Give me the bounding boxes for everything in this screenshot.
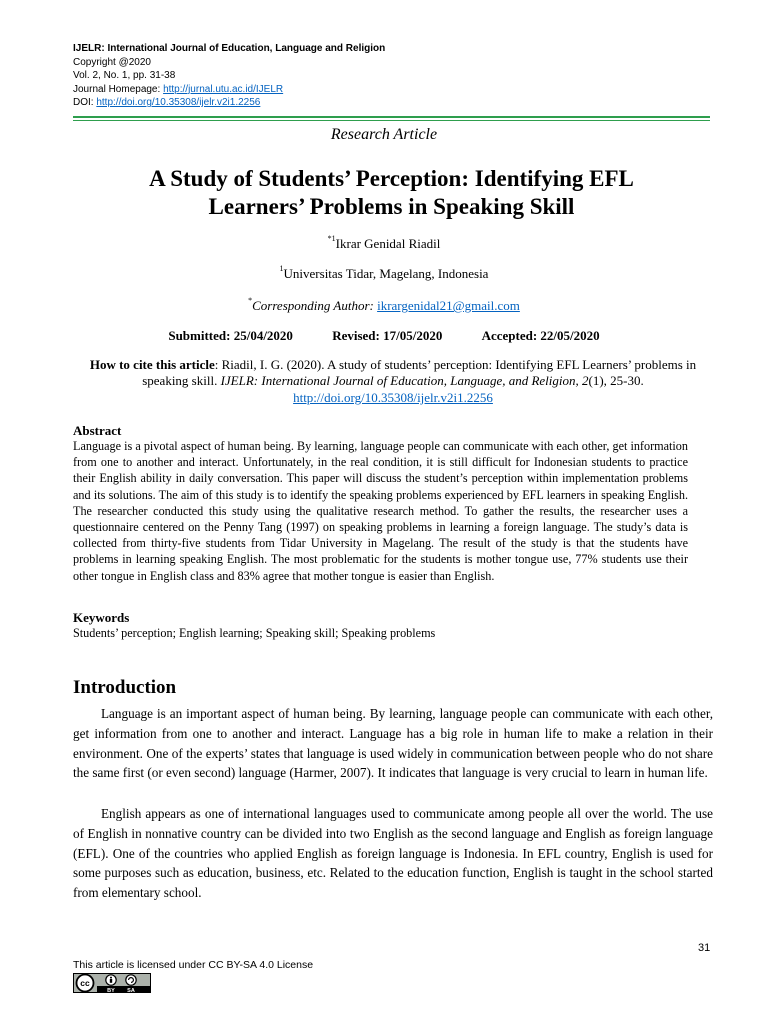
revised-date: Revised: 17/05/2020 (332, 328, 443, 343)
submitted-date: Submitted: 25/04/2020 (168, 328, 293, 343)
abstract-text: Language is a pivotal aspect of human being. By learning, language people can communicate with each other, get information from one to another and interact. Unfortunately, in the real condition, it is still difficult for Indonesian students to practice their English ability in daily conversation. This paper will discuss the student’s perception within implementation problems and its solutions. The aim of this study is to identify the speaking problems experienced by EFL learners in speaking English. The researcher conducted this study using the qualitative research method. To gather the results, the researcher uses a questionnaire centered on the Penny Tang (1997) on speaking problems in learning a foreign language. The study’s data is collected from thirty-five students from Tidar University in Magelang. The result of the study is that the students have problems in learning speaking English. The most problematic for the students is mother tongue use, 77% students use their other tongue in English class and 83% agree that mother tongue is easier than English. (73, 439, 688, 583)
author-email-link[interactable]: ikrargenidal21@gmail.com (377, 298, 520, 313)
citation-text: : Riadil, I. G. (2020). A study of students’ perception: Identifying EFL Learners’ problems in speaking skill. (142, 357, 697, 389)
header-divider-thin (73, 120, 710, 121)
doi-label: DOI: (73, 97, 97, 108)
author-name: Ikrar Genidal Riadil (335, 236, 441, 251)
author-marks: *1 (327, 234, 336, 243)
affiliation-mark: 1 (279, 264, 284, 273)
citation-block (78, 357, 708, 406)
corresponding-mark: * (248, 296, 253, 305)
citation-issue: (1), 25-30. (588, 373, 644, 389)
header-divider-thick (73, 116, 710, 118)
doi (73, 96, 385, 110)
citation-journal: IJELR: International Journal of Education, Language, and Religion, 2 (220, 373, 589, 389)
corresponding-author (0, 298, 768, 314)
keywords-text: Students’ perception; English learning; Speaking skill; Speaking problems (73, 626, 436, 640)
svg-text:cc: cc (80, 978, 90, 989)
badge-sa-text: SA (127, 987, 135, 993)
license-text: This article is licensed under CC BY-SA 4.0 License (73, 959, 314, 971)
page-number: 31 (698, 942, 711, 954)
journal-header (73, 42, 385, 110)
journal-homepage (73, 83, 385, 97)
affiliation-text: Universitas Tidar, Magelang, Indonesia (283, 266, 489, 281)
abstract-heading: Abstract (73, 423, 122, 438)
introduction-heading: Introduction (73, 677, 177, 698)
article-type: Research Article (330, 126, 438, 143)
citation-label: How to cite this article (89, 357, 215, 372)
citation-doi-link[interactable]: http://doi.org/10.35308/ijelr.v2i1.2256 (293, 389, 493, 405)
corresponding-label: Corresponding Author: (252, 298, 378, 313)
dates-row (0, 328, 768, 344)
keywords-heading: Keywords (73, 610, 130, 625)
homepage-label: Journal Homepage: (73, 83, 164, 95)
cc-by-sa-badge-icon[interactable] (73, 973, 151, 993)
introduction-paragraph-2: English appears as one of international languages used to communicate among people all over the world. The use of English in nonnative country can be divided into two English as the second language and English as foreign language (EFL). One of the countries who applied English as foreign language is Indonesia. In EFL country, English is used for some purposes such as education, business, etc. Related to the education function, English is taught in the school started from elementary school. (73, 806, 713, 901)
badge-by-text: BY (107, 987, 115, 993)
introduction-paragraph-1: Language is an important aspect of human being. By learning, language people can communicate with each other, get information from one to another and interact. Language has a big role in human life to make a relation in their environment. One of the experts’ states that language is used widely in communication between people who do not share the same first (or even second) language (Harmer, 2007). It indicates that language is very crucial to learn in human life. (73, 706, 713, 781)
affiliation (0, 266, 768, 282)
homepage-link[interactable]: http://jurnal.utu.ac.id/IJELR (163, 83, 284, 95)
doi-link[interactable]: http://doi.org/10.35308/ijelr.v2i1.2256 (96, 97, 261, 108)
copyright: Copyright @2020 (73, 56, 151, 68)
journal-name: IJELR: International Journal of Education, Language and Religion (73, 43, 386, 54)
volume-info: Vol. 2, No. 1, pp. 31-38 (73, 70, 176, 81)
title-line-2: Learners’ Problems in Speaking Skill (208, 194, 575, 219)
paper-title (90, 165, 693, 221)
title-line-1: A Study of Students’ Perception: Identifying EFL (149, 166, 634, 191)
author (0, 236, 768, 252)
accepted-date: Accepted: 22/05/2020 (481, 328, 600, 343)
